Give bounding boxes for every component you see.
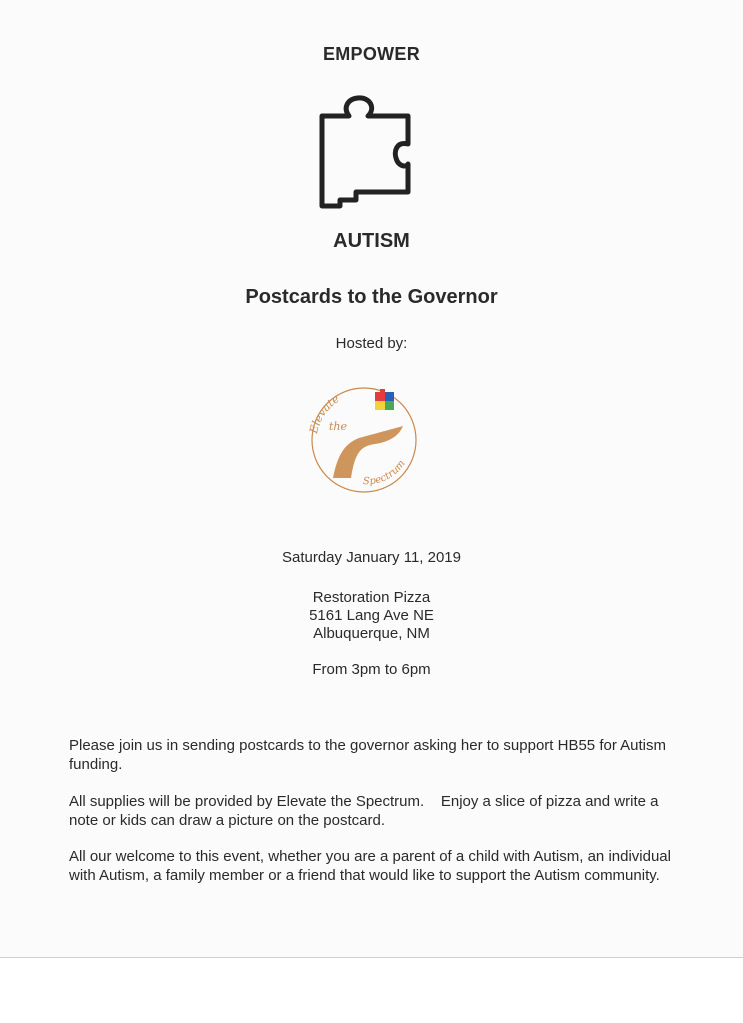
venue-city: Albuquerque, NM	[313, 625, 430, 642]
logo-text-elevate: Elevate	[307, 392, 342, 435]
elevate-the-spectrum-logo	[303, 386, 425, 494]
paragraph-invitation: Please join us in sending postcards to the governor asking her to support HB55 for Autism funding.	[69, 737, 667, 773]
logo-text-the: the	[329, 420, 348, 433]
scan-bottom-margin	[0, 958, 743, 1023]
paragraph-welcome: All our welcome to this event, whether you are a parent of a child with Autism, an individual with Autism, a family member or a friend that would like to support the Autism community.	[69, 848, 671, 884]
venue-street: 5161 Lang Ave NE	[309, 607, 434, 624]
event-date: Saturday January 11, 2019	[281, 549, 461, 566]
venue-name: Restoration Pizza	[312, 589, 431, 606]
heading-empower: EMPOWER	[322, 44, 421, 64]
puzzle-piece-icon	[375, 389, 394, 410]
event-title: Postcards to the Governor	[245, 286, 498, 308]
event-time: From 3pm to 6pm	[312, 661, 431, 678]
svg-text:Spectrum	[363, 458, 408, 487]
paragraph-supplies: All supplies will be provided by Elevate the Spectrum. Enjoy a slice of pizza and write a note or kids can draw a picture on the postcard.	[69, 793, 659, 829]
heading-autism: AUTISM	[333, 230, 410, 252]
hosted-by-label: Hosted by:	[335, 335, 408, 352]
new-mexico-puzzle-piece-icon	[316, 94, 416, 214]
logo-text-spectrum: Spectrum	[362, 458, 408, 488]
